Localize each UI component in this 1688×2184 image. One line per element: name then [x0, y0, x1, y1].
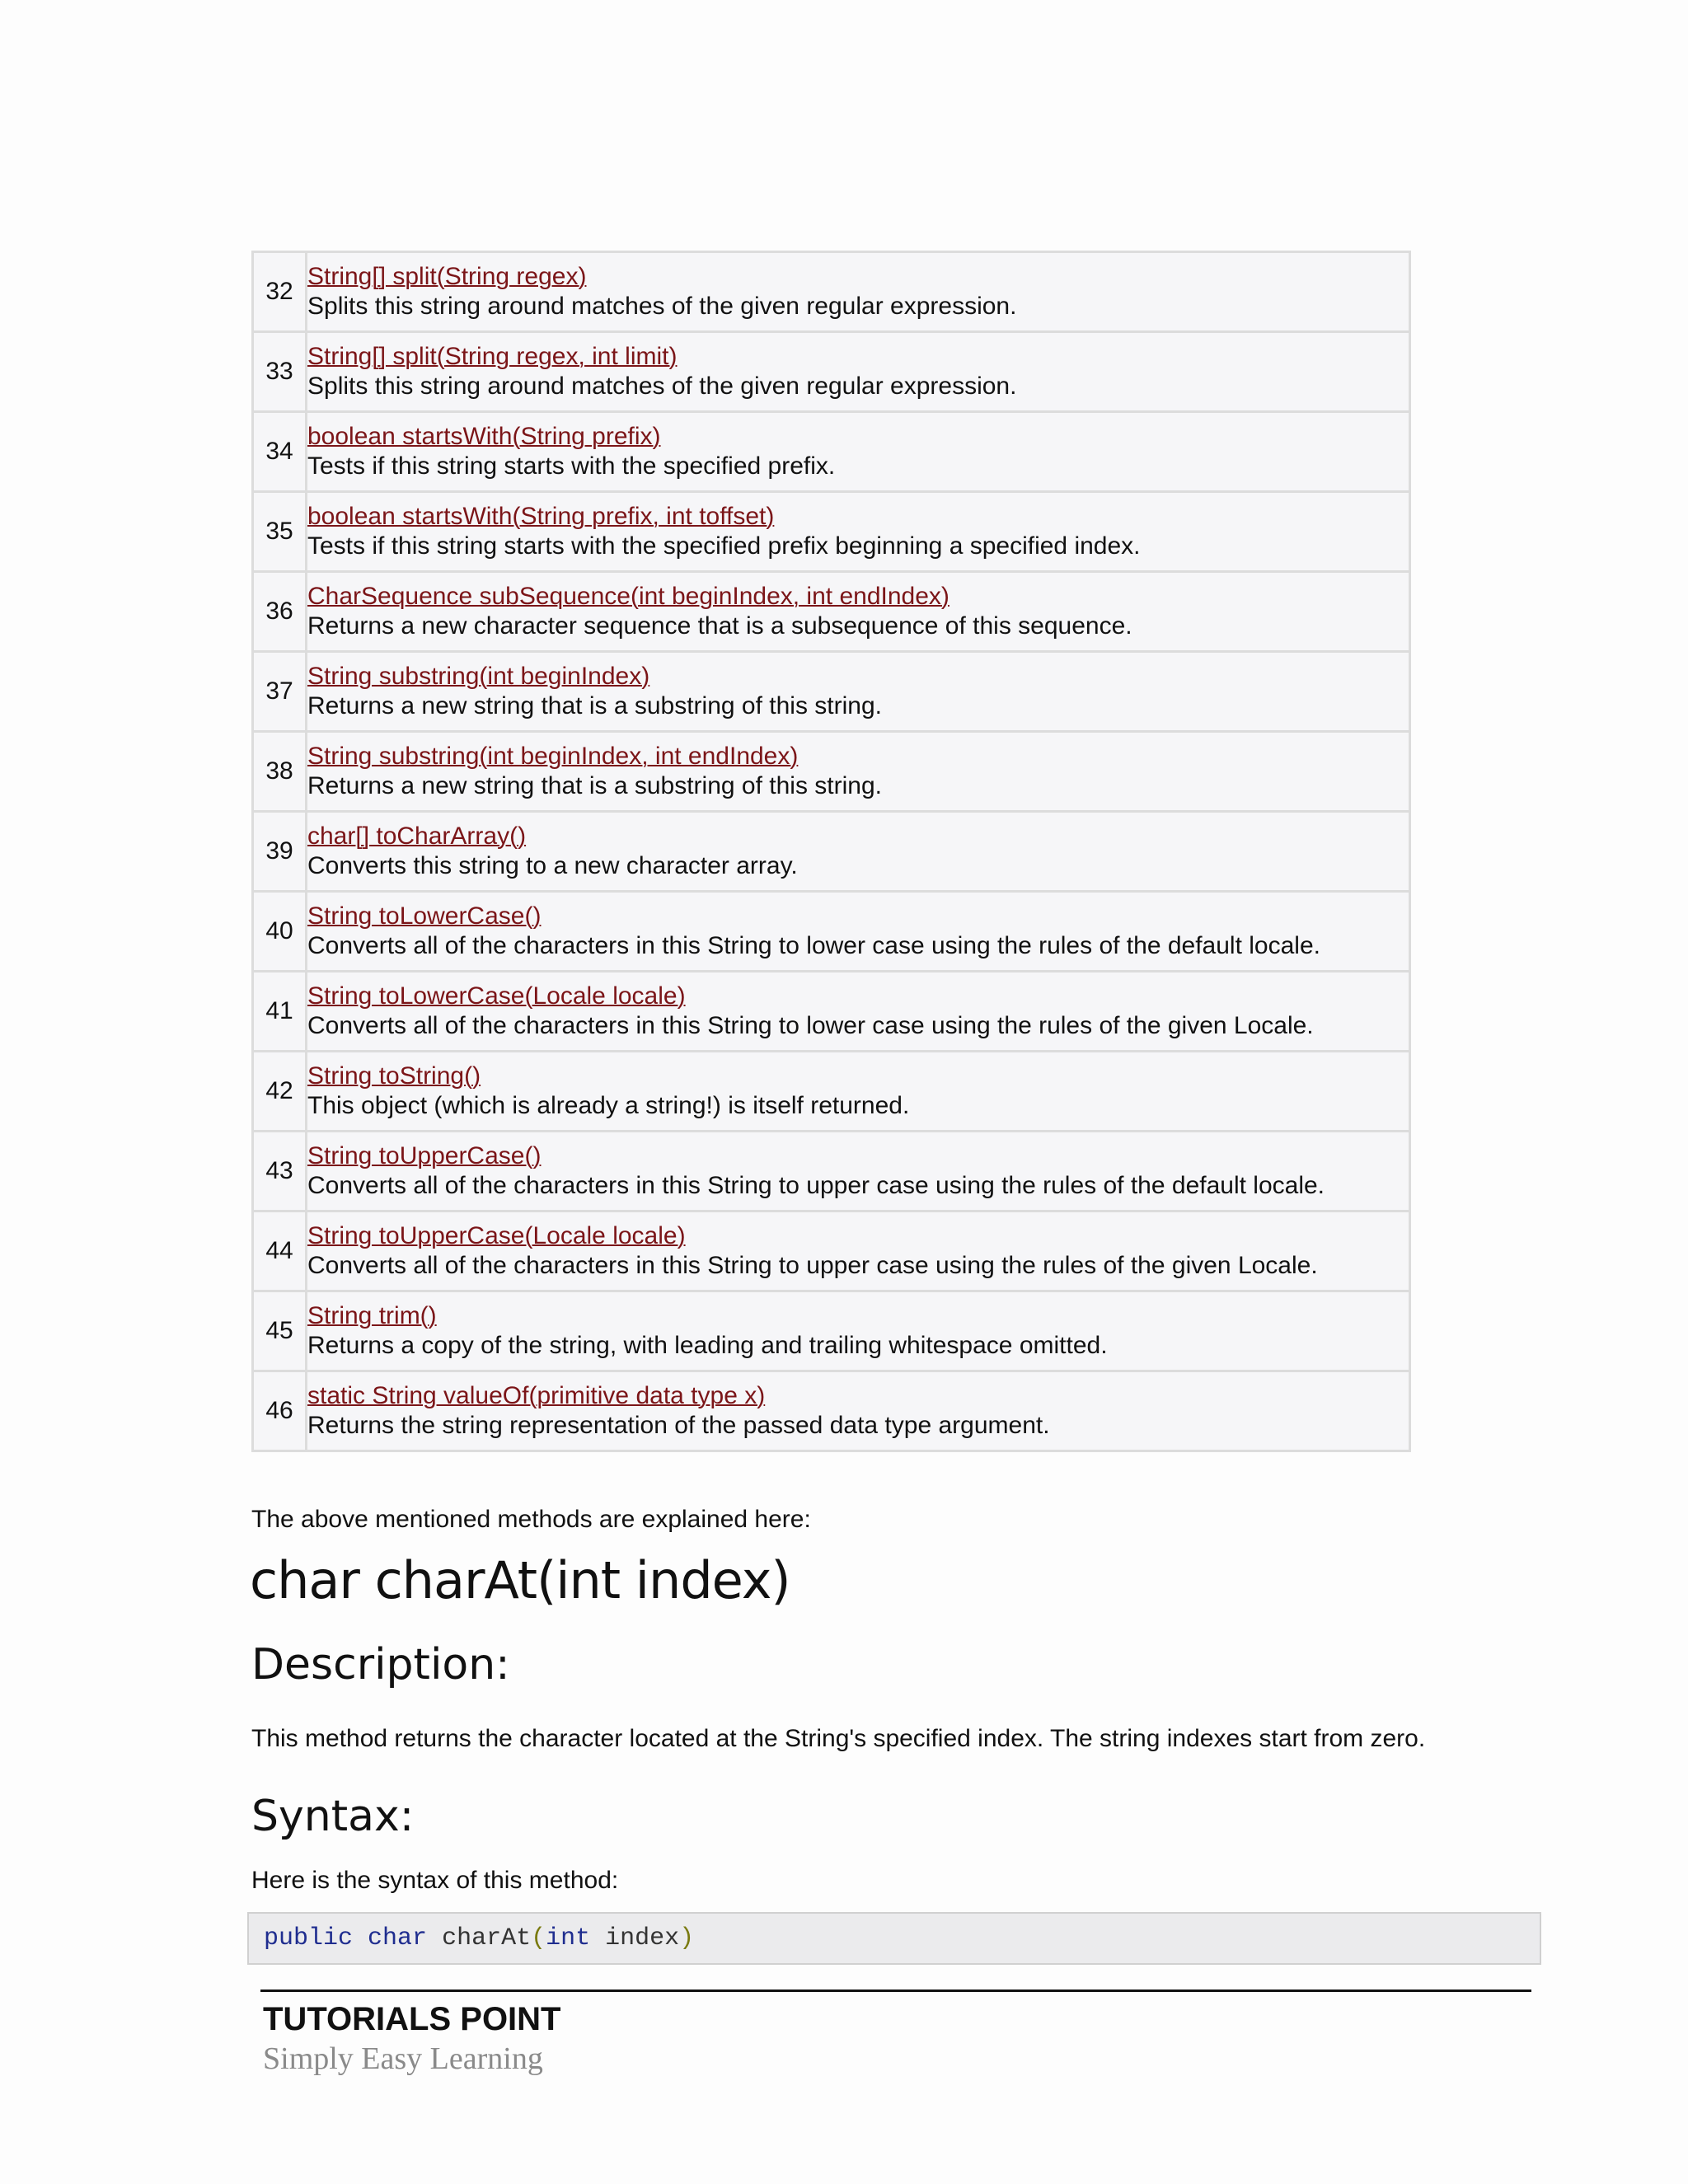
method-signature-link[interactable]: static String valueOf(primitive data type x): [307, 1382, 766, 1409]
method-cell: [307, 972, 1410, 1052]
method-cell: [307, 412, 1410, 492]
table-row: [253, 1371, 1410, 1451]
table-row: [253, 972, 1410, 1052]
table-row: [253, 652, 1410, 732]
method-cell: [307, 1212, 1410, 1291]
table-row: [253, 572, 1410, 652]
method-description: Converts all of the characters in this String to upper case using the rules of the given Locale.: [307, 1252, 1318, 1279]
table-row: [253, 1052, 1410, 1132]
method-heading: char charAt(int index): [250, 1550, 790, 1610]
row-number: 32: [253, 252, 307, 332]
code-keyword-int: int: [546, 1924, 591, 1952]
code-keyword-public: public: [264, 1924, 354, 1952]
method-description: Returns a new string that is a substring of this string.: [307, 772, 882, 799]
table-row: [253, 1291, 1410, 1371]
method-signature-link[interactable]: String toString(): [307, 1062, 481, 1090]
row-number: 43: [253, 1132, 307, 1212]
method-cell: [307, 572, 1410, 652]
code-close-paren: ): [679, 1924, 695, 1952]
method-description: Returns a copy of the string, with leading and trailing whitespace omitted.: [307, 1332, 1108, 1359]
table-row: [253, 1132, 1410, 1212]
method-signature-link[interactable]: String toLowerCase(Locale locale): [307, 982, 686, 1010]
row-number: 37: [253, 652, 307, 732]
row-number: 40: [253, 892, 307, 972]
method-description: Splits this string around matches of the given regular expression.: [307, 293, 1017, 320]
row-number: 41: [253, 972, 307, 1052]
method-description: Returns a new string that is a substring of this string.: [307, 692, 882, 719]
method-signature-link[interactable]: String toUpperCase(Locale locale): [307, 1222, 686, 1249]
table-row: [253, 812, 1410, 892]
table-row: [253, 332, 1410, 412]
row-number: 33: [253, 332, 307, 412]
method-cell: [307, 652, 1410, 732]
footer-divider: [260, 1990, 1531, 1992]
methods-table: [251, 251, 1411, 1452]
table-row: [253, 892, 1410, 972]
syntax-text: Here is the syntax of this method:: [251, 1867, 619, 1894]
description-heading: Description:: [251, 1640, 510, 1690]
footer-brand: TUTORIALS POINT: [263, 2001, 561, 2037]
methods-table-body: [253, 252, 1410, 1451]
method-cell: [307, 892, 1410, 972]
method-signature-link[interactable]: String toLowerCase(): [307, 902, 542, 930]
method-cell: [307, 492, 1410, 572]
table-row: [253, 252, 1410, 332]
method-cell: [307, 732, 1410, 812]
table-row: [253, 492, 1410, 572]
table-row: [253, 412, 1410, 492]
method-cell: [307, 812, 1410, 892]
row-number: 42: [253, 1052, 307, 1132]
method-description: Converts all of the characters in this String to upper case using the rules of the default locale.: [307, 1172, 1325, 1199]
code-keyword-char: char: [368, 1924, 428, 1952]
method-signature-link[interactable]: String trim(): [307, 1302, 437, 1329]
method-signature-link[interactable]: boolean startsWith(String prefix, int toffset): [307, 503, 775, 530]
method-signature-link[interactable]: String[] split(String regex, int limit): [307, 343, 678, 370]
table-row: [253, 732, 1410, 812]
code-open-paren: (: [531, 1924, 546, 1952]
syntax-heading: Syntax:: [251, 1792, 415, 1841]
row-number: 36: [253, 572, 307, 652]
description-text: This method returns the character located at the String's specified index. The string indexes start from zero.: [251, 1725, 1426, 1752]
row-number: 34: [253, 412, 307, 492]
code-block: [247, 1912, 1541, 1965]
intro-text: The above mentioned methods are explained here:: [251, 1506, 811, 1533]
code-argument: index: [605, 1924, 680, 1952]
method-signature-link[interactable]: boolean startsWith(String prefix): [307, 423, 661, 450]
method-signature-link[interactable]: String substring(int beginIndex, int endIndex): [307, 743, 799, 770]
method-cell: [307, 1371, 1410, 1451]
method-signature-link[interactable]: CharSequence subSequence(int beginIndex, int endIndex): [307, 583, 950, 610]
footer-tagline: Simply Easy Learning: [263, 2041, 543, 2076]
method-signature-link[interactable]: String toUpperCase(): [307, 1142, 542, 1169]
row-number: 44: [253, 1212, 307, 1291]
method-description: Converts this string to a new character array.: [307, 852, 798, 879]
method-cell: [307, 1052, 1410, 1132]
method-cell: [307, 1291, 1410, 1371]
row-number: 45: [253, 1291, 307, 1371]
method-signature-link[interactable]: String[] split(String regex): [307, 263, 587, 290]
method-description: Converts all of the characters in this String to lower case using the rules of the default locale.: [307, 932, 1320, 959]
method-cell: [307, 252, 1410, 332]
method-description: Returns a new character sequence that is a subsequence of this sequence.: [307, 612, 1132, 640]
row-number: 39: [253, 812, 307, 892]
method-description: Converts all of the characters in this String to lower case using the rules of the given Locale.: [307, 1012, 1314, 1039]
method-description: Tests if this string starts with the specified prefix beginning a specified index.: [307, 532, 1141, 560]
method-cell: [307, 332, 1410, 412]
method-description: Returns the string representation of the passed data type argument.: [307, 1412, 1050, 1439]
code-function-name: charAt: [442, 1924, 532, 1952]
row-number: 38: [253, 732, 307, 812]
method-signature-link[interactable]: char[] toCharArray(): [307, 823, 527, 850]
method-cell: [307, 1132, 1410, 1212]
table-row: [253, 1212, 1410, 1291]
row-number: 46: [253, 1371, 307, 1451]
method-description: This object (which is already a string!) is itself returned.: [307, 1092, 910, 1119]
method-description: Tests if this string starts with the specified prefix.: [307, 452, 836, 480]
row-number: 35: [253, 492, 307, 572]
method-signature-link[interactable]: String substring(int beginIndex): [307, 663, 650, 690]
method-description: Splits this string around matches of the given regular expression.: [307, 373, 1017, 400]
